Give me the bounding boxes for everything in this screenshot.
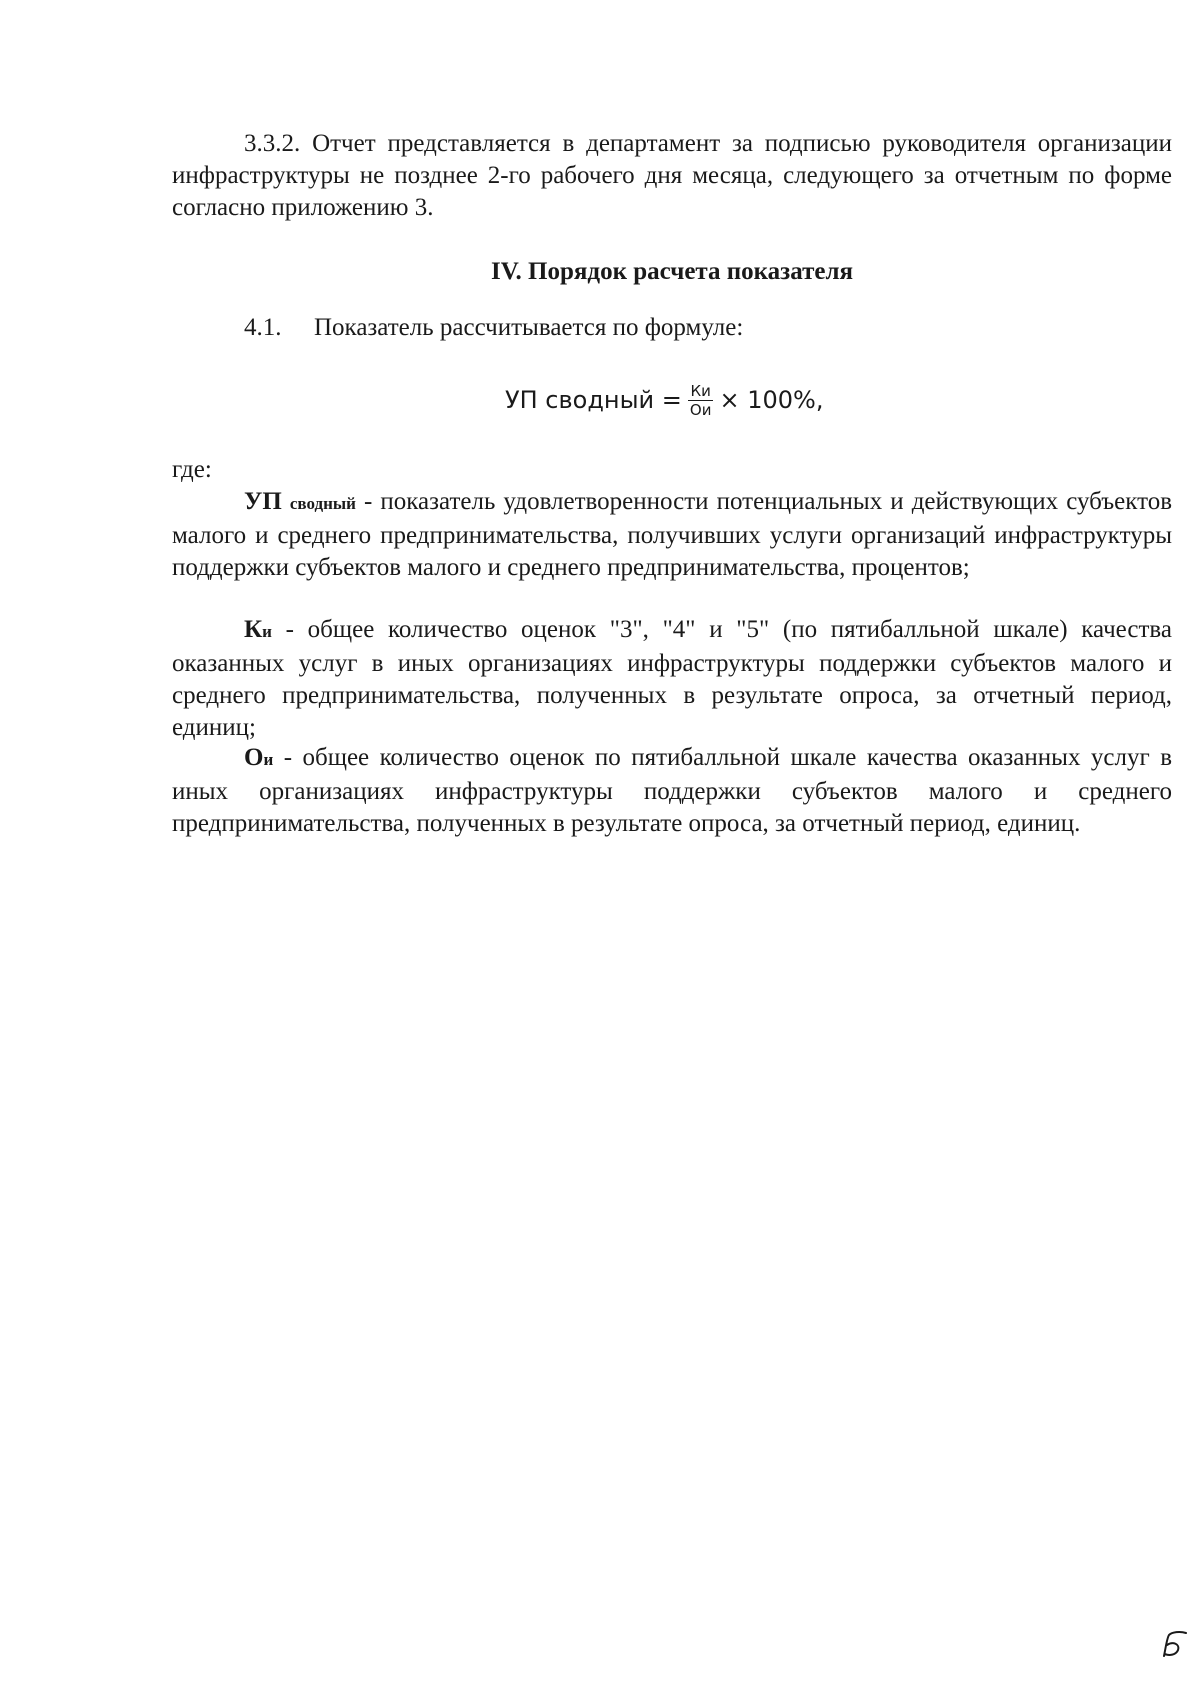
definition-oi — [172, 742, 1172, 840]
definition-oi-term: О — [244, 744, 264, 771]
definition-ki-term: К — [244, 616, 263, 643]
formula-denominator: Ои — [689, 400, 712, 419]
item-4-1 — [244, 312, 743, 344]
item-4-1-number: 4.1. — [244, 314, 282, 341]
formula-fraction — [688, 382, 714, 419]
paragraph-3-3-2: 3.3.2. Отчет представляется в департамент за подписью руководителя организации инфраструктуры не позднее 2-го рабочего дня месяца, следующего за отчетным по форме согласно приложению 3. — [172, 130, 1172, 221]
definition-up — [172, 486, 1172, 584]
definition-up-text: - показатель удовлетворенности потенциальных и действующих субъектов малого и среднего предпринимательства, получивших услуги организаций инфраструктуры поддержки субъектов малого и среднего предпринимательства, процентов; — [172, 488, 1172, 581]
section-heading: IV. Порядок расчета показателя — [490, 258, 854, 285]
item-4-1-text: Показатель рассчитывается по формуле: — [314, 314, 744, 341]
definition-ki-text: - общее количество оценок "3", "4" и "5" (по пятибалльной шкале) качества оказанных услуг в иных организациях инфраструктуры поддержки субъектов малого и среднего предпринимательства, полученных в результате опроса, за отчетный период, единиц; — [172, 616, 1172, 741]
definition-ki — [172, 614, 1172, 744]
definition-up-term-sub: сводный — [289, 494, 356, 513]
formula-numerator: Ки — [690, 381, 711, 400]
formula-rhs: × 100%, — [719, 386, 824, 414]
definition-up-term: УП — [244, 488, 282, 515]
where-label: где: — [172, 456, 212, 483]
formula-lhs: УП сводный = — [505, 386, 682, 414]
definition-oi-term-sub: и — [263, 750, 274, 769]
definition-oi-text: - общее количество оценок по пятибалльной шкале качества оказанных услуг в иных организациях инфраструктуры поддержки субъектов малого и среднего предпринимательства, полученных в результате опроса, за отчетный период, единиц. — [172, 744, 1172, 837]
handwritten-mark-icon — [1160, 1630, 1192, 1660]
definition-ki-term-sub: и — [262, 622, 272, 641]
formula — [505, 370, 823, 430]
